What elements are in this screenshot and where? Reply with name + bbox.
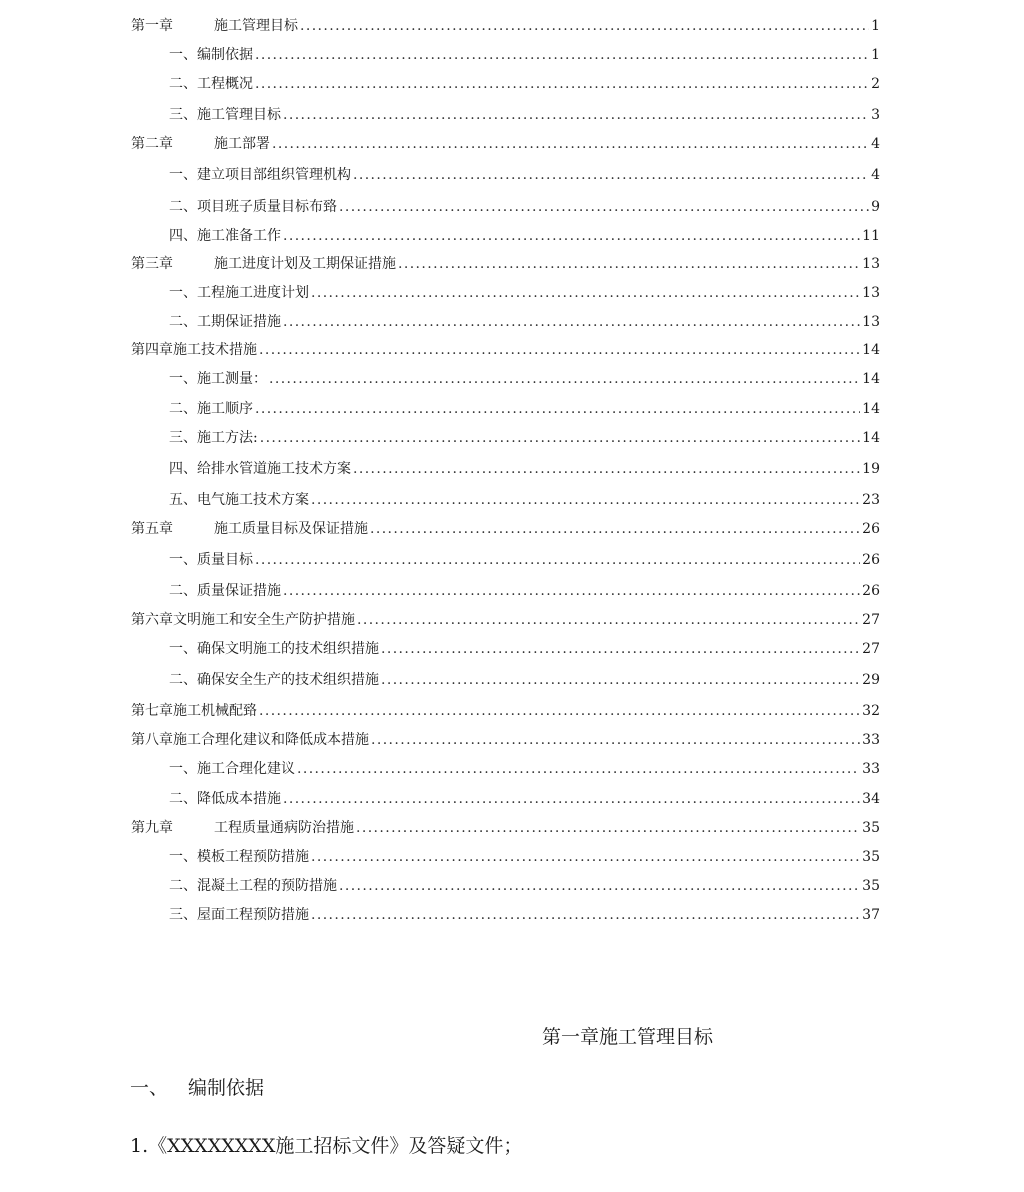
toc-page-number: 14 [862,342,880,358]
toc-entry-number: 二、 [169,199,197,215]
toc-entry-label [169,491,309,509]
toc-dot-leader [300,17,869,35]
toc-page-number: 35 [862,849,880,865]
toc-page-number: 1 [871,18,880,34]
toc-entry-number: 三、 [169,107,197,123]
toc-chapter-entry[interactable] [131,341,880,359]
toc-page-number: 19 [862,461,880,477]
toc-entry-number: 二、 [169,672,197,688]
toc-page-number: 35 [862,878,880,894]
toc-section-entry[interactable] [169,370,880,388]
toc-section-entry[interactable] [169,400,880,418]
toc-page-number: 4 [871,136,880,152]
toc-dot-leader [398,255,860,273]
toc-page-number: 14 [862,371,880,387]
toc-dot-leader [283,790,860,808]
toc-dot-leader [283,313,860,331]
toc-page-number: 11 [862,228,880,244]
toc-dot-leader [339,877,860,895]
toc-page-number: 34 [862,791,880,807]
toc-dot-leader [357,611,860,629]
toc-entry-title: 施工顺序 [197,401,253,417]
toc-dot-leader [255,400,860,418]
toc-section-entry[interactable] [169,491,880,509]
toc-entry-title: 施工准备工作 [197,228,281,244]
toc-page-number: 2 [871,76,880,92]
toc-section-entry[interactable] [169,460,880,478]
toc-section-entry[interactable] [169,640,880,658]
toc-entry-title: 项目班子质量目标布臵 [197,199,337,215]
toc-section-entry[interactable] [169,227,880,245]
toc-entry-title: 给排水管道施工技术方案 [197,461,351,477]
toc-section-entry[interactable] [169,671,880,689]
toc-page-number: 3 [871,107,880,123]
toc-entry-number: 一、 [169,167,197,183]
toc-entry-title: 施工技术措施 [173,342,257,358]
toc-section-entry[interactable] [169,790,880,808]
toc-section-entry[interactable] [169,760,880,778]
toc-chapter-entry[interactable] [131,255,880,273]
toc-entry-title: 降低成本措施 [197,791,281,807]
toc-entry-title: 施工机械配臵 [173,703,257,719]
toc-dot-leader [356,819,860,837]
toc-entry-title: 施工测量： [197,371,267,387]
toc-entry-label [131,520,368,538]
toc-dot-leader [353,166,869,184]
section-title: 编制依据 [188,1077,265,1099]
toc-dot-leader [353,460,860,478]
toc-page-number: 35 [862,820,880,836]
chapter-heading: 第一章施工管理目标 [542,1026,714,1048]
toc-entry-number: 第一章 [131,18,173,34]
toc-entry-number: 一、 [169,47,197,63]
toc-page-number: 27 [862,612,880,628]
toc-entry-number: 三、 [169,430,197,446]
toc-section-entry[interactable] [169,313,880,331]
toc-dot-leader [255,46,869,64]
toc-section-entry[interactable] [169,429,880,447]
toc-entry-number: 二、 [169,314,197,330]
toc-page-number: 29 [862,672,880,688]
toc-entry-title: 建立项目部组织管理机构 [197,167,351,183]
toc-dot-leader [255,75,869,93]
toc-entry-title: 混凝土工程的预防措施 [197,878,337,894]
section-heading [130,1076,264,1100]
section-number: 一、 [130,1077,169,1099]
toc-entry-number: 一、 [169,641,197,657]
toc-page-number: 13 [862,285,880,301]
toc-dot-leader [283,582,860,600]
toc-entry-label [131,611,355,629]
toc-entry-label [131,17,298,35]
toc-section-entry[interactable] [169,166,880,184]
toc-dot-leader [283,227,860,245]
toc-entry-number: 第三章 [131,256,173,272]
toc-entry-label [131,819,354,837]
toc-page-number: 32 [862,703,880,719]
toc-entry-title: 工程施工进度计划 [197,285,309,301]
toc-entry-title: 屋面工程预防措施 [197,907,309,923]
toc-page-number: 1 [871,47,880,63]
toc-entry-title: 施工合理化建议和降低成本措施 [173,732,369,748]
toc-section-entry[interactable] [169,198,880,216]
toc-dot-leader [381,640,860,658]
toc-section-entry[interactable] [169,46,880,64]
paragraph: 1.《XXXXXXXX施工招标文件》及答疑文件； [130,1135,523,1157]
toc-entry-title: 文明施工和安全生产防护措施 [173,612,355,628]
toc-entry-title: 施工合理化建议 [197,761,295,777]
toc-page-number: 26 [862,521,880,537]
toc-entry-label [169,790,281,808]
toc-page-number: 9 [871,199,880,215]
toc-chapter-entry[interactable] [131,611,880,629]
toc-entry-number: 二、 [169,76,197,92]
toc-section-entry[interactable] [169,877,880,895]
toc-entry-title: 电气施工技术方案 [197,492,309,508]
toc-page-number: 14 [862,430,880,446]
toc-entry-label [169,640,379,658]
toc-entry-title: 施工管理目标 [197,107,281,123]
toc-entry-label [169,313,281,331]
toc-entry-title: 工程概况 [197,76,253,92]
toc-page-number: 33 [862,761,880,777]
toc-entry-label [169,106,281,124]
toc-entry-title: 施工管理目标 [214,18,298,34]
toc-entry-number: 第四章 [131,342,173,358]
toc-entry-title: 编制依据 [197,47,253,63]
toc-entry-label [131,135,270,153]
toc-entry-number: 二、 [169,878,197,894]
toc-page-number: 27 [862,641,880,657]
toc-dot-leader [371,731,860,749]
toc-entry-number: 一、 [169,849,197,865]
toc-entry-number: 第七章 [131,703,173,719]
toc-entry-label [169,400,253,418]
toc-entry-title: 质量目标 [197,552,253,568]
toc-page-number: 33 [862,732,880,748]
toc-entry-label [169,760,295,778]
toc-section-entry[interactable] [169,551,880,569]
toc-entry-title: 确保文明施工的技术组织措施 [197,641,379,657]
toc-entry-title: 工期保证措施 [197,314,281,330]
toc-section-entry[interactable] [169,75,880,93]
toc-section-entry[interactable] [169,284,880,302]
toc-entry-number: 四、 [169,461,197,477]
toc-page-number: 26 [862,552,880,568]
toc-entry-number: 五、 [169,492,197,508]
toc-entry-title: 施工质量目标及保证措施 [214,521,368,537]
toc-entry-number: 二、 [169,401,197,417]
toc-entry-number: 第八章 [131,732,173,748]
toc-entry-label [169,284,309,302]
toc-entry-label [131,702,257,720]
toc-dot-leader [370,520,860,538]
toc-entry-title: 确保安全生产的技术组织措施 [197,672,379,688]
toc-section-entry[interactable] [169,906,880,924]
toc-chapter-entry[interactable] [131,520,880,538]
toc-dot-leader [259,341,860,359]
toc-entry-number: 二、 [169,791,197,807]
toc-entry-label [169,429,258,447]
toc-entry-label [169,370,267,388]
toc-entry-label [169,227,281,245]
toc-entry-label [169,166,351,184]
toc-entry-label [131,731,369,749]
toc-entry-number: 二、 [169,583,197,599]
toc-page-number: 26 [862,583,880,599]
toc-dot-leader [311,284,860,302]
toc-chapter-entry[interactable] [131,135,880,153]
toc-dot-leader [283,106,869,124]
toc-page-number: 4 [871,167,880,183]
toc-page-number: 14 [862,401,880,417]
toc-entry-label [169,75,253,93]
toc-entry-number: 第五章 [131,521,173,537]
toc-entry-number: 一、 [169,371,197,387]
toc-section-entry[interactable] [169,106,880,124]
toc-chapter-entry[interactable] [131,731,880,749]
toc-page-number: 13 [862,314,880,330]
toc-entry-number: 一、 [169,285,197,301]
toc-dot-leader [339,198,869,216]
toc-entry-number: 第二章 [131,136,173,152]
toc-entry-label [169,906,309,924]
toc-entry-title: 质量保证措施 [197,583,281,599]
toc-entry-number: 四、 [169,228,197,244]
toc-dot-leader [272,135,869,153]
toc-entry-number: 第九章 [131,820,173,836]
toc-dot-leader [311,906,860,924]
toc-entry-number: 一、 [169,552,197,568]
toc-entry-label [169,877,337,895]
toc-dot-leader [255,551,860,569]
toc-entry-label [169,551,253,569]
toc-chapter-entry[interactable] [131,17,880,35]
toc-entry-title: 施工部署 [214,136,270,152]
toc-chapter-entry[interactable] [131,819,880,837]
toc-section-entry[interactable] [169,582,880,600]
toc-entry-title: 工程质量通病防治措施 [214,820,354,836]
toc-entry-title: 施工方法: [197,430,258,446]
toc-dot-leader [269,370,860,388]
toc-dot-leader [260,429,860,447]
toc-entry-label [169,582,281,600]
toc-entry-label [131,341,257,359]
toc-entry-number: 三、 [169,907,197,923]
toc-dot-leader [381,671,860,689]
toc-entry-number: 第六章 [131,612,173,628]
toc-entry-title: 模板工程预防措施 [197,849,309,865]
toc-entry-title: 施工进度计划及工期保证措施 [214,256,396,272]
toc-dot-leader [311,491,860,509]
toc-section-entry[interactable] [169,848,880,866]
toc-chapter-entry[interactable] [131,702,880,720]
toc-dot-leader [259,702,860,720]
toc-page-number: 37 [862,907,880,923]
toc-dot-leader [311,848,860,866]
toc-entry-label [169,460,351,478]
toc-entry-label [169,671,379,689]
toc-page-number: 23 [862,492,880,508]
toc-entry-number: 一、 [169,761,197,777]
toc-entry-label [169,198,337,216]
toc-entry-label [169,46,253,64]
toc-entry-label [169,848,309,866]
toc-dot-leader [297,760,860,778]
toc-page-number: 13 [862,256,880,272]
toc-entry-label [131,255,396,273]
